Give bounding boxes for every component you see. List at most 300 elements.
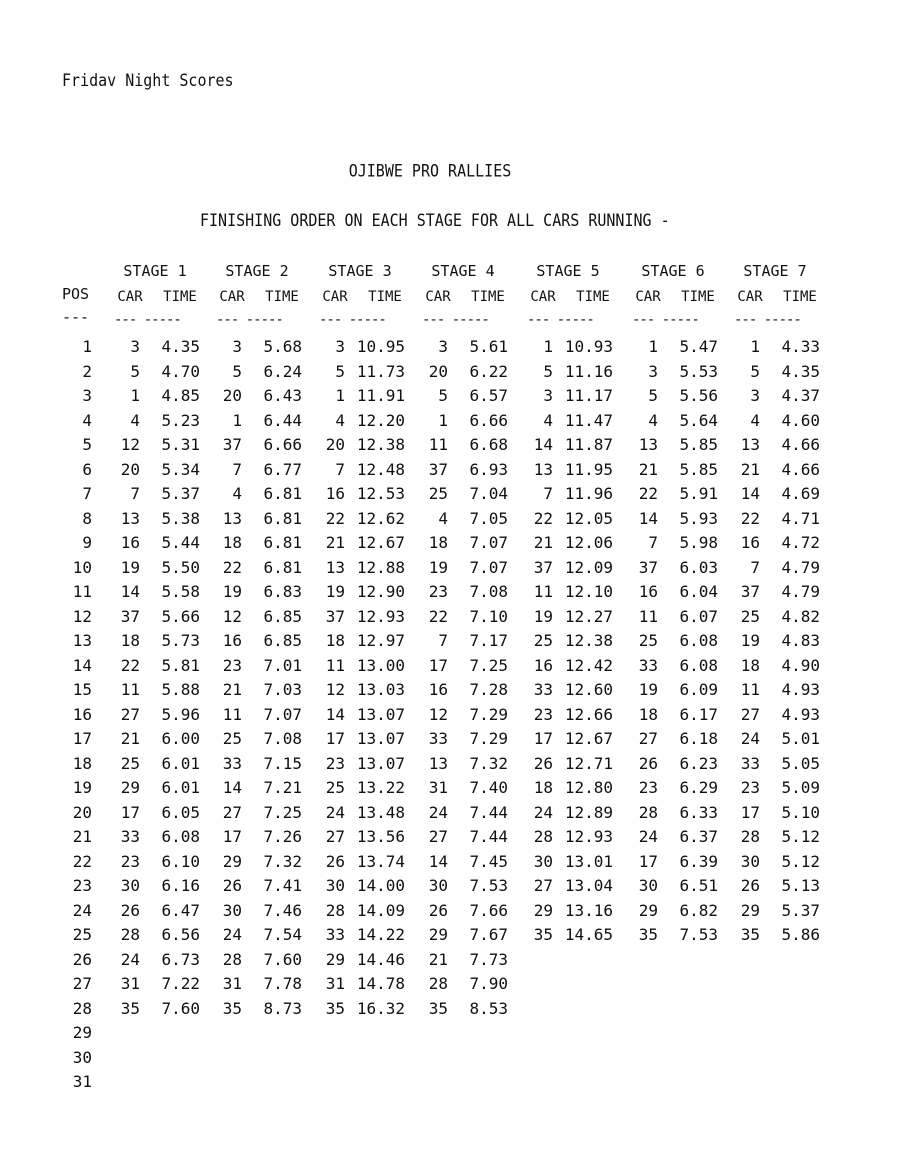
table-row	[418, 678, 508, 703]
stage-time: 7.07	[469, 557, 508, 577]
stage-time: 13.22	[356, 778, 405, 797]
stage-time: 11.17	[564, 386, 613, 405]
stage-time: 13.01	[564, 851, 613, 871]
table-row	[315, 923, 405, 948]
table-row	[730, 384, 820, 409]
table-row	[730, 874, 820, 899]
stage-time: 5.88	[161, 680, 200, 699]
car-number: 3	[335, 337, 345, 356]
position-number: 25	[72, 925, 92, 944]
table-row	[418, 605, 508, 630]
table-row	[212, 409, 302, 434]
stage-time: 14.78	[356, 974, 405, 993]
stage-time: 4.66	[781, 435, 820, 454]
car-number: 19	[638, 680, 658, 699]
table-row	[418, 801, 508, 826]
car-number: 13	[428, 753, 448, 773]
table-row	[110, 678, 200, 703]
car-number: 26	[325, 851, 345, 871]
table-row	[418, 997, 508, 1022]
stage-time: 5.12	[781, 827, 820, 846]
table-row	[315, 825, 405, 850]
table-row	[110, 899, 200, 924]
table-row	[315, 972, 405, 997]
car-number: 17	[428, 655, 448, 675]
car-number: 13	[638, 435, 658, 454]
car-number: 35	[533, 925, 553, 944]
stage-time: 4.79	[781, 582, 820, 601]
table-row	[523, 335, 613, 360]
table-row	[315, 899, 405, 924]
car-number: 3	[130, 337, 140, 356]
table-row	[212, 850, 302, 875]
car-number: 5	[750, 361, 760, 381]
car-number: 35	[120, 998, 140, 1018]
car-number: 14	[638, 508, 658, 528]
car-number: 26	[222, 876, 242, 895]
stage-time: 13.04	[564, 876, 613, 895]
stage-time: 12.10	[564, 582, 613, 601]
stage-1-column	[110, 258, 200, 1021]
car-number: 23	[533, 704, 553, 724]
stage-time: 5.10	[781, 802, 820, 822]
table-row	[628, 458, 718, 483]
car-number: 29	[638, 900, 658, 920]
car-number: 11	[740, 680, 760, 699]
stage-time: 5.50	[161, 557, 200, 577]
stage-time: 12.27	[564, 606, 613, 626]
table-row	[730, 433, 820, 458]
stage-time: 6.81	[263, 533, 302, 552]
car-number: 14	[120, 582, 140, 601]
table-row	[628, 874, 718, 899]
table-row	[418, 874, 508, 899]
table-row	[628, 433, 718, 458]
table-row	[315, 335, 405, 360]
stage-time: 12.67	[564, 729, 613, 748]
table-row	[212, 948, 302, 973]
car-number: 11	[428, 435, 448, 454]
table-row	[523, 703, 613, 728]
car-number: 37	[740, 582, 760, 601]
car-number: 14	[325, 704, 345, 724]
table-row	[628, 605, 718, 630]
stage-time: 5.23	[161, 410, 200, 430]
stage-time: 6.43	[263, 386, 302, 405]
table-row	[730, 409, 820, 434]
table-row	[523, 531, 613, 556]
table-row	[110, 727, 200, 752]
stage-time: 6.16	[161, 876, 200, 895]
stage-time: 5.73	[161, 631, 200, 650]
car-number: 16	[222, 631, 242, 650]
stage-time: 4.82	[781, 606, 820, 626]
car-number: 37	[120, 606, 140, 626]
stage-time: 7.03	[263, 680, 302, 699]
table-row	[628, 629, 718, 654]
stage-time: 6.51	[679, 876, 718, 895]
position-number: 5	[82, 435, 92, 454]
position-number: 16	[72, 704, 92, 724]
table-row	[315, 556, 405, 581]
table-row	[110, 409, 200, 434]
stage-header-rule: --- -----	[527, 312, 594, 328]
table-row	[523, 384, 613, 409]
document-title: OJIBWE PRO RALLIES	[348, 160, 512, 182]
table-row	[315, 752, 405, 777]
stage-time: 4.72	[781, 533, 820, 552]
car-number: 35	[222, 998, 242, 1018]
car-number: 25	[120, 753, 140, 773]
stage-time: 7.26	[263, 827, 302, 846]
table-row	[418, 629, 508, 654]
position-number: 22	[72, 851, 92, 871]
stage-time: 11.47	[564, 410, 613, 430]
stage-time: 13.48	[356, 802, 405, 822]
table-row	[212, 703, 302, 728]
table-row	[628, 801, 718, 826]
time-header: TIME	[163, 289, 197, 305]
stage-time: 7.01	[263, 655, 302, 675]
position-number: 11	[72, 582, 92, 601]
time-header: TIME	[783, 289, 817, 305]
table-row	[730, 923, 820, 948]
table-row	[110, 972, 200, 997]
stage-3-column	[315, 258, 405, 1021]
stage-time: 11.96	[564, 484, 613, 503]
stage-time: 6.68	[469, 435, 508, 454]
stage-time: 10.95	[356, 337, 405, 356]
table-row	[212, 360, 302, 385]
stage-time: 6.39	[679, 851, 718, 871]
stage-time: 5.91	[679, 484, 718, 503]
table-row	[315, 948, 405, 973]
table-row	[628, 360, 718, 385]
car-number: 16	[325, 484, 345, 503]
stage-time: 5.61	[469, 337, 508, 356]
table-row	[418, 433, 508, 458]
car-number: 24	[638, 827, 658, 846]
car-number: 25	[740, 606, 760, 626]
table-row	[730, 703, 820, 728]
table-row	[418, 948, 508, 973]
stage-column-headers	[523, 285, 613, 309]
stage-time: 7.32	[263, 851, 302, 871]
position-number: 1	[82, 337, 92, 356]
stage-time: 5.86	[781, 925, 820, 944]
stage-label: STAGE 1	[123, 262, 187, 280]
table-row	[523, 458, 613, 483]
car-number: 33	[740, 753, 760, 773]
stage-time: 13.00	[356, 655, 405, 675]
stage-time: 14.65	[564, 925, 613, 944]
stage-time: 7.54	[263, 925, 302, 944]
car-number: 1	[543, 337, 553, 356]
table-row	[628, 482, 718, 507]
car-number: 25	[533, 631, 553, 650]
car-number: 30	[222, 900, 242, 920]
stage-time: 5.09	[781, 778, 820, 797]
car-number: 27	[533, 876, 553, 895]
car-number: 7	[648, 533, 658, 552]
stage-column-headers	[730, 285, 820, 309]
table-row	[730, 752, 820, 777]
stage-time: 5.38	[161, 508, 200, 528]
table-row	[523, 825, 613, 850]
table-row	[110, 825, 200, 850]
car-number: 28	[740, 827, 760, 846]
table-row	[110, 948, 200, 973]
car-number: 19	[533, 606, 553, 626]
position-number: 31	[72, 1072, 92, 1091]
car-number: 1	[335, 386, 345, 405]
car-number: 24	[222, 925, 242, 944]
table-row	[212, 507, 302, 532]
stage-time: 13.16	[564, 900, 613, 920]
table-row	[523, 776, 613, 801]
car-number: 5	[543, 361, 553, 381]
car-number: 1	[232, 410, 242, 430]
table-row	[730, 556, 820, 581]
car-number: 5	[232, 361, 242, 381]
position-number: 21	[72, 827, 92, 846]
table-row	[110, 923, 200, 948]
stage-time: 12.97	[356, 631, 405, 650]
car-number: 21	[533, 533, 553, 552]
stage-time: 7.28	[469, 680, 508, 699]
car-number: 13	[740, 435, 760, 454]
table-row	[730, 776, 820, 801]
stage-time: 13.03	[356, 680, 405, 699]
position-number: 18	[72, 753, 92, 773]
table-row	[212, 556, 302, 581]
time-header: TIME	[471, 289, 505, 305]
stage-time: 7.45	[469, 851, 508, 871]
table-row	[418, 752, 508, 777]
car-number: 16	[533, 655, 553, 675]
stage-time: 5.56	[679, 386, 718, 405]
table-row	[523, 874, 613, 899]
car-number: 18	[533, 778, 553, 797]
table-row	[212, 654, 302, 679]
car-number: 14	[428, 851, 448, 871]
stage-time: 6.85	[263, 631, 302, 650]
car-number: 23	[120, 851, 140, 871]
car-number: 12	[428, 704, 448, 724]
stage-time: 5.66	[161, 606, 200, 626]
car-number: 13	[533, 459, 553, 479]
stage-column-headers	[110, 285, 200, 309]
stage-time: 7.44	[469, 802, 508, 822]
car-number: 7	[232, 459, 242, 479]
stage-time: 6.83	[263, 582, 302, 601]
stage-time: 6.22	[469, 361, 508, 381]
stage-header-rule: --- -----	[114, 312, 181, 328]
position-number: 14	[72, 655, 92, 675]
car-number: 30	[740, 851, 760, 871]
car-number: 28	[638, 802, 658, 822]
stage-time: 7.46	[263, 900, 302, 920]
table-row	[212, 727, 302, 752]
stage-time: 5.44	[161, 533, 200, 552]
car-number: 30	[428, 876, 448, 895]
car-number: 11	[325, 655, 345, 675]
stage-time: 11.73	[356, 361, 405, 381]
table-row	[523, 899, 613, 924]
car-number: 3	[232, 337, 242, 356]
stage-time: 5.85	[679, 435, 718, 454]
table-row	[523, 507, 613, 532]
stage-time: 4.33	[781, 337, 820, 356]
stage-time: 7.44	[469, 827, 508, 846]
position-number: 15	[72, 680, 92, 699]
table-row	[315, 605, 405, 630]
position-number: 30	[72, 1047, 92, 1067]
stage-label: STAGE 7	[743, 262, 807, 280]
table-row	[212, 433, 302, 458]
table-row	[730, 678, 820, 703]
stage-time: 7.17	[469, 631, 508, 650]
time-header: TIME	[368, 289, 402, 305]
stage-header-rule: --- -----	[422, 312, 489, 328]
car-number: 21	[428, 949, 448, 969]
table-row	[730, 801, 820, 826]
stage-time: 6.08	[679, 655, 718, 675]
car-number: 31	[120, 974, 140, 993]
table-row	[628, 923, 718, 948]
stage-time: 11.87	[564, 435, 613, 454]
car-number: 29	[120, 778, 140, 797]
table-row	[628, 507, 718, 532]
stage-time: 7.21	[263, 778, 302, 797]
car-number: 16	[740, 533, 760, 552]
table-row	[212, 482, 302, 507]
stage-time: 12.38	[356, 435, 405, 454]
stage-time: 7.60	[263, 949, 302, 969]
stage-4-column	[418, 258, 508, 1021]
car-number: 19	[428, 557, 448, 577]
table-row	[730, 335, 820, 360]
car-number: 27	[638, 729, 658, 748]
stage-header-rule: --- -----	[632, 312, 699, 328]
stage-time: 4.79	[781, 557, 820, 577]
car-header: CAR	[635, 289, 661, 305]
car-number: 17	[740, 802, 760, 822]
car-number: 5	[130, 361, 140, 381]
car-number: 11	[533, 582, 553, 601]
car-number: 14	[533, 435, 553, 454]
stage-column-headers	[212, 285, 302, 309]
table-row	[628, 752, 718, 777]
table-row	[730, 507, 820, 532]
car-number: 22	[638, 484, 658, 503]
car-number: 5	[335, 361, 345, 381]
car-number: 26	[428, 900, 448, 920]
table-row	[418, 335, 508, 360]
stage-time: 4.93	[781, 704, 820, 724]
stage-time: 13.07	[356, 753, 405, 773]
stage-time: 4.69	[781, 484, 820, 503]
car-number: 33	[325, 925, 345, 944]
car-number: 25	[222, 729, 242, 748]
stage-time: 7.25	[263, 802, 302, 822]
table-row	[315, 507, 405, 532]
table-row	[730, 580, 820, 605]
stage-time: 6.81	[263, 484, 302, 503]
table-row	[730, 605, 820, 630]
table-row	[418, 850, 508, 875]
car-header: CAR	[425, 289, 451, 305]
position-number: 8	[82, 508, 92, 528]
car-number: 31	[222, 974, 242, 993]
stage-time: 7.66	[469, 900, 508, 920]
stage-time: 7.40	[469, 778, 508, 797]
table-row	[628, 727, 718, 752]
stage-time: 7.53	[469, 876, 508, 895]
table-row	[110, 752, 200, 777]
table-row	[110, 801, 200, 826]
car-number: 11	[222, 704, 242, 724]
stage-time: 5.85	[679, 459, 718, 479]
table-row	[418, 580, 508, 605]
position-column	[58, 335, 92, 1095]
stage-time: 5.37	[161, 484, 200, 503]
table-row	[315, 384, 405, 409]
car-number: 13	[325, 557, 345, 577]
table-row	[523, 923, 613, 948]
car-number: 29	[325, 949, 345, 969]
stage-time: 7.07	[263, 704, 302, 724]
stage-time: 6.73	[161, 949, 200, 969]
car-number: 5	[438, 386, 448, 405]
table-row	[418, 409, 508, 434]
car-number: 1	[130, 386, 140, 405]
car-number: 24	[533, 802, 553, 822]
car-number: 16	[638, 582, 658, 601]
table-row	[212, 997, 302, 1022]
table-row	[315, 727, 405, 752]
stage-time: 7.41	[263, 876, 302, 895]
car-number: 18	[740, 655, 760, 675]
stage-time: 4.85	[161, 386, 200, 405]
stage-label: STAGE 5	[536, 262, 600, 280]
table-row	[523, 360, 613, 385]
car-number: 14	[222, 778, 242, 797]
table-row	[418, 360, 508, 385]
car-number: 7	[438, 631, 448, 650]
table-row	[110, 654, 200, 679]
table-row	[315, 850, 405, 875]
stage-time: 14.22	[356, 925, 405, 944]
table-row	[315, 776, 405, 801]
car-number: 4	[130, 410, 140, 430]
stage-time: 12.66	[564, 704, 613, 724]
stage-time: 12.20	[356, 410, 405, 430]
stage-time: 12.42	[564, 655, 613, 675]
car-number: 23	[740, 778, 760, 797]
car-number: 17	[638, 851, 658, 871]
stage-time: 14.00	[356, 876, 405, 895]
table-row	[628, 384, 718, 409]
stage-time: 14.46	[356, 949, 405, 969]
stage-time: 6.10	[161, 851, 200, 871]
car-number: 33	[638, 655, 658, 675]
table-row	[212, 899, 302, 924]
stage-time: 13.07	[356, 729, 405, 748]
stage-time: 5.58	[161, 582, 200, 601]
stage-time: 6.33	[679, 802, 718, 822]
car-number: 30	[325, 876, 345, 895]
